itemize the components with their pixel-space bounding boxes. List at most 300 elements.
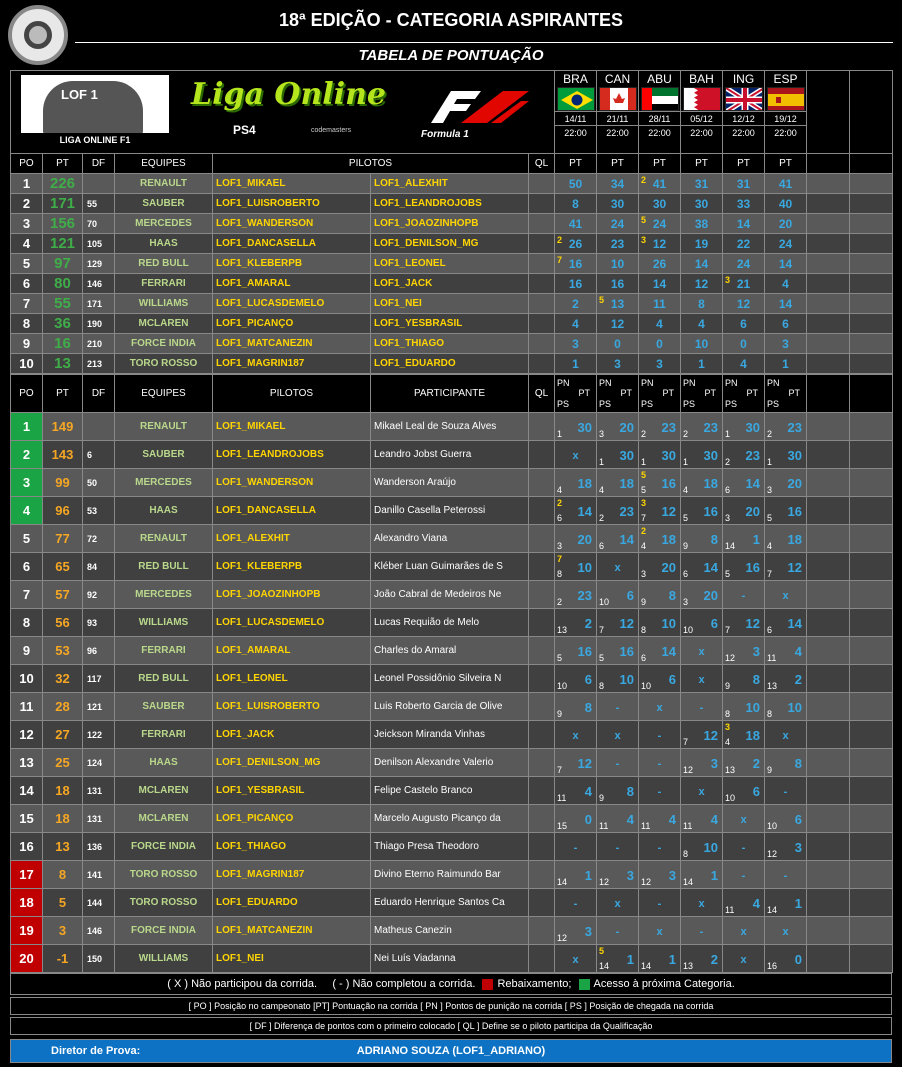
team-race-score	[639, 314, 681, 334]
race-code: BRA	[563, 72, 588, 86]
team-race-score	[765, 254, 807, 274]
participant-name: Danillo Casella Peterossi	[371, 497, 529, 525]
empty-col	[807, 375, 850, 413]
team-race-score	[765, 294, 807, 314]
race-points: 22	[736, 236, 751, 251]
finish-position: 9	[599, 793, 605, 803]
empty-col	[807, 294, 850, 314]
team-diff: 210	[83, 334, 115, 354]
driver-race-score	[555, 889, 597, 917]
driver-tag: LOF1_AMARAL	[213, 637, 371, 665]
driver-race-score	[723, 777, 765, 805]
teams-table	[10, 70, 893, 374]
driver-diff: 117	[83, 665, 115, 693]
driver-diff: 96	[83, 637, 115, 665]
finish-position: 4	[599, 485, 605, 495]
driver-race-score	[765, 497, 807, 525]
race-points: 26	[652, 256, 667, 271]
team-ql	[529, 194, 555, 214]
driver-position: 1	[11, 413, 43, 441]
team-race-score	[639, 194, 681, 214]
col-race-sub	[597, 375, 639, 413]
driver-row	[11, 497, 893, 525]
pn-label: PN	[683, 378, 696, 388]
driver-race-score	[765, 413, 807, 441]
empty-col	[850, 497, 893, 525]
team-points: 16	[43, 334, 83, 354]
team-diff: 171	[83, 294, 115, 314]
ca-flag-icon	[599, 87, 637, 111]
driver-race-score	[597, 833, 639, 861]
driver-tag: LOF1_LEONEL	[213, 665, 371, 693]
race-points: 10	[661, 616, 676, 631]
driver-points: 57	[43, 581, 83, 609]
race-points: 16	[610, 276, 625, 291]
driver-points: -1	[43, 945, 83, 973]
team-race-score	[723, 214, 765, 234]
empty-col	[807, 889, 850, 917]
finish-position: 14	[725, 541, 736, 551]
finish-position: 5	[767, 513, 773, 523]
finish-position: 6	[599, 541, 605, 551]
team-race-score	[555, 194, 597, 214]
race-points: 4	[710, 812, 718, 827]
driver-race-score	[723, 609, 765, 637]
driver-race-score	[681, 917, 723, 945]
team-ql	[529, 174, 555, 194]
race-points: x	[614, 897, 621, 910]
driver-race-score	[765, 665, 807, 693]
empty-col	[807, 945, 850, 973]
driver-tag: LOF1_KLEBERPB	[213, 553, 371, 581]
race-points: 2	[752, 756, 760, 771]
driver-ql	[529, 469, 555, 497]
driver-race-score	[639, 497, 681, 525]
team-driver-1: LOF1_MIKAEL	[213, 174, 371, 194]
race-points: 12	[610, 316, 625, 331]
race-points: 1	[626, 952, 634, 967]
team-name: MERCEDES	[115, 214, 213, 234]
empty-col	[850, 525, 893, 553]
race-points: x	[614, 729, 621, 742]
driver-ql	[529, 525, 555, 553]
race-points: 0	[740, 336, 747, 351]
empty-col	[850, 777, 893, 805]
driver-team: FORCE INDIA	[115, 917, 213, 945]
race-points: 12	[694, 276, 709, 291]
driver-points: 28	[43, 693, 83, 721]
team-driver-2: LOF1_THIAGO	[371, 334, 529, 354]
finish-position: 14	[641, 961, 652, 971]
pt-label: PT	[662, 388, 674, 398]
empty-col	[807, 154, 850, 174]
finish-position: 14	[683, 877, 694, 887]
empty-col	[807, 637, 850, 665]
race-points: 6	[740, 316, 747, 331]
race-points: 14	[661, 644, 676, 659]
driver-ql	[529, 917, 555, 945]
gb-flag-icon	[725, 87, 763, 111]
empty-col	[850, 721, 893, 749]
finish-position: 10	[599, 597, 610, 607]
driver-tag: LOF1_LUCASDEMELO	[213, 609, 371, 637]
race-date: 14/11	[555, 111, 596, 125]
race-points: 1	[794, 896, 802, 911]
driver-team: TORO ROSSO	[115, 861, 213, 889]
race-points: 10	[577, 560, 592, 575]
driver-race-score	[597, 861, 639, 889]
race-points: 20	[619, 420, 634, 435]
race-points: 41	[568, 216, 583, 231]
participant-name: Alexandro Viana	[371, 525, 529, 553]
race-points: 6	[584, 672, 592, 687]
finish-position: 3	[557, 541, 563, 551]
driver-race-score	[765, 693, 807, 721]
team-race-score	[723, 254, 765, 274]
race-points: 12	[736, 296, 751, 311]
team-race-score	[639, 234, 681, 254]
race-points: x	[740, 813, 747, 826]
participant-name: Nei Luís Viadanna	[371, 945, 529, 973]
race-points: 24	[778, 236, 793, 251]
finish-position: 13	[683, 961, 694, 971]
driver-race-score	[765, 777, 807, 805]
finish-position: 4	[557, 485, 563, 495]
team-race-score	[597, 194, 639, 214]
green-square-icon	[579, 979, 590, 990]
race-code: ABU	[647, 72, 672, 86]
team-name: HAAS	[115, 234, 213, 254]
driver-team: HAAS	[115, 497, 213, 525]
driver-row	[11, 665, 893, 693]
finish-position: 12	[641, 877, 652, 887]
race-points: 3	[656, 356, 663, 371]
race-points: 8	[584, 700, 592, 715]
finish-position: 13	[725, 765, 736, 775]
race-points: -	[615, 841, 620, 854]
race-points: 20	[787, 476, 802, 491]
race-points: -	[615, 701, 620, 714]
race-points: x	[572, 953, 579, 966]
driver-race-score	[639, 889, 681, 917]
driver-position: 11	[11, 693, 43, 721]
legend-x: ( X ) Não participou da corrida.	[167, 978, 318, 990]
driver-race-score	[723, 581, 765, 609]
finish-position: 11	[557, 793, 567, 803]
empty-col	[850, 945, 893, 973]
finish-position: 8	[683, 849, 689, 859]
penalty-points: 5	[641, 215, 647, 225]
driver-race-score	[639, 945, 681, 973]
race-points: 30	[787, 448, 802, 463]
race-points: 6	[752, 784, 760, 799]
finish-position: 4	[683, 485, 689, 495]
driver-team: RED BULL	[115, 665, 213, 693]
col-ql: QL	[529, 375, 555, 413]
driver-row	[11, 413, 893, 441]
race-code: BAH	[689, 72, 714, 86]
driver-race-score	[765, 581, 807, 609]
driver-race-score	[765, 721, 807, 749]
race-points: 12	[703, 728, 718, 743]
race-points: 24	[736, 256, 751, 271]
col-pt: PT	[43, 154, 83, 174]
team-row	[11, 274, 893, 294]
finish-position: 12	[599, 877, 610, 887]
lof1-logo	[21, 75, 169, 147]
race-points: x	[698, 785, 705, 798]
finish-position: 8	[725, 709, 731, 719]
driver-tag: LOF1_LUISROBERTO	[213, 693, 371, 721]
driver-position: 8	[11, 609, 43, 637]
driver-points: 99	[43, 469, 83, 497]
team-points: 80	[43, 274, 83, 294]
race-points: 20	[661, 560, 676, 575]
race-esp	[765, 71, 807, 154]
empty-col	[807, 234, 850, 254]
race-code: CAN	[604, 72, 631, 86]
team-name: RENAULT	[115, 174, 213, 194]
race-points: 24	[610, 216, 625, 231]
col-race-pt: PT	[597, 154, 639, 174]
participant-name: Jeickson Miranda Vinhas	[371, 721, 529, 749]
race-points: 12	[661, 504, 676, 519]
driver-points: 18	[43, 805, 83, 833]
team-race-score	[555, 294, 597, 314]
finish-position: 1	[725, 429, 731, 439]
finish-position: 5	[557, 653, 563, 663]
team-position: 6	[11, 274, 43, 294]
driver-race-score	[765, 525, 807, 553]
race-points: 16	[568, 256, 583, 271]
race-points: x	[572, 729, 579, 742]
finish-position: 7	[767, 569, 773, 579]
race-points: 50	[568, 176, 583, 191]
finish-position: 12	[725, 653, 736, 663]
driver-team: RENAULT	[115, 413, 213, 441]
driver-race-score	[681, 777, 723, 805]
race-points: 23	[703, 420, 718, 435]
team-name: FERRARI	[115, 274, 213, 294]
driver-diff: 122	[83, 721, 115, 749]
ps-label: PS	[683, 399, 696, 409]
team-position: 7	[11, 294, 43, 314]
team-driver-2: LOF1_JACK	[371, 274, 529, 294]
empty-col	[850, 154, 893, 174]
race-points: 4	[740, 356, 747, 371]
legend	[10, 973, 892, 1063]
participant-name: Felipe Castelo Branco	[371, 777, 529, 805]
team-race-score	[723, 174, 765, 194]
driver-race-score	[555, 777, 597, 805]
driver-race-score	[597, 777, 639, 805]
pn-label: PN	[767, 378, 780, 388]
empty-col	[850, 214, 893, 234]
race-points: 16	[703, 504, 718, 519]
empty-col	[807, 777, 850, 805]
driver-race-score	[681, 749, 723, 777]
team-row	[11, 354, 893, 374]
penalty-points: 5	[599, 946, 605, 956]
race-points: 14	[694, 256, 709, 271]
empty-col	[807, 693, 850, 721]
penalty-points: 5	[641, 470, 647, 480]
team-diff: 105	[83, 234, 115, 254]
team-race-score	[597, 274, 639, 294]
race-points: x	[782, 925, 789, 938]
finish-position: 4	[641, 541, 647, 551]
penalty-points: 2	[641, 175, 647, 185]
driver-race-score	[681, 469, 723, 497]
driver-position: 12	[11, 721, 43, 749]
finish-position: 10	[641, 681, 652, 691]
team-driver-2: LOF1_ALEXHIT	[371, 174, 529, 194]
director-name: ADRIANO SOUZA (LOF1_ADRIANO)	[356, 1045, 546, 1057]
banner-logos	[11, 71, 555, 154]
finish-position: 8	[557, 569, 563, 579]
finish-position: 1	[767, 457, 773, 467]
empty-col	[850, 553, 893, 581]
driver-team: RED BULL	[115, 553, 213, 581]
driver-ql	[529, 749, 555, 777]
team-race-score	[765, 274, 807, 294]
race-points: 6	[710, 616, 718, 631]
team-row	[11, 174, 893, 194]
driver-race-score	[723, 749, 765, 777]
director-bar	[10, 1039, 892, 1063]
empty-col	[850, 889, 893, 917]
empty-col	[850, 413, 893, 441]
race-time: 22:00	[597, 125, 638, 139]
team-driver-2: LOF1_YESBRASIL	[371, 314, 529, 334]
team-race-score	[723, 354, 765, 374]
race-points: 12	[619, 616, 634, 631]
driver-race-score	[555, 525, 597, 553]
empty-col	[807, 833, 850, 861]
race-points: -	[657, 841, 662, 854]
race-points: x	[782, 589, 789, 602]
team-race-score	[681, 274, 723, 294]
driver-ql	[529, 889, 555, 917]
race-points: 23	[661, 420, 676, 435]
driver-race-score	[765, 609, 807, 637]
empty-col	[807, 71, 850, 154]
driver-row	[11, 861, 893, 889]
race-date: 05/12	[681, 111, 722, 125]
team-row	[11, 234, 893, 254]
finish-position: 11	[725, 905, 735, 915]
driver-race-score	[681, 413, 723, 441]
driver-race-score	[639, 805, 681, 833]
penalty-points: 7	[557, 554, 563, 564]
driver-race-score	[681, 665, 723, 693]
driver-race-score	[555, 497, 597, 525]
driver-race-score	[765, 833, 807, 861]
team-race-score	[765, 174, 807, 194]
col-race-sub	[639, 375, 681, 413]
es-flag-icon	[767, 87, 805, 111]
driver-ql	[529, 833, 555, 861]
team-driver-2: LOF1_LEONEL	[371, 254, 529, 274]
race-points: 14	[703, 560, 718, 575]
page-title: 18ª EDIÇÃO - CATEGORIA ASPIRANTES	[278, 10, 624, 30]
driver-race-score	[555, 917, 597, 945]
ps-label: PS	[641, 399, 654, 409]
empty-col	[850, 314, 893, 334]
team-ql	[529, 214, 555, 234]
driver-team: FERRARI	[115, 721, 213, 749]
team-race-score	[681, 254, 723, 274]
driver-position: 15	[11, 805, 43, 833]
participant-name: Lucas Requião de Melo	[371, 609, 529, 637]
team-race-score	[597, 354, 639, 374]
driver-ql	[529, 497, 555, 525]
driver-race-score	[639, 581, 681, 609]
race-points: 30	[745, 420, 760, 435]
empty-col	[807, 354, 850, 374]
race-points: 20	[577, 532, 592, 547]
team-row	[11, 194, 893, 214]
race-points: 8	[752, 672, 760, 687]
finish-position: 6	[725, 485, 731, 495]
pn-label: PN	[557, 378, 570, 388]
empty-col	[850, 469, 893, 497]
driver-diff: 124	[83, 749, 115, 777]
finish-position: 12	[683, 765, 694, 775]
race-points: 8	[698, 296, 705, 311]
team-race-score	[681, 174, 723, 194]
finish-position: 9	[725, 681, 731, 691]
race-points: 14	[577, 504, 592, 519]
team-race-score	[597, 254, 639, 274]
finish-position: 3	[599, 429, 605, 439]
participant-name: Wanderson Araújo	[371, 469, 529, 497]
team-race-score	[681, 294, 723, 314]
driver-race-score	[681, 609, 723, 637]
empty-col	[807, 274, 850, 294]
driver-race-score	[681, 721, 723, 749]
race-points: 6	[794, 812, 802, 827]
race-points: 16	[661, 476, 676, 491]
participant-name: João Cabral de Medeiros Ne	[371, 581, 529, 609]
team-points: 36	[43, 314, 83, 334]
team-row	[11, 294, 893, 314]
race-abu	[639, 71, 681, 154]
driver-race-score	[681, 441, 723, 469]
driver-race-score	[723, 525, 765, 553]
race-points: 19	[694, 236, 709, 251]
race-points: 12	[577, 756, 592, 771]
race-time: 22:00	[555, 125, 596, 139]
team-ql	[529, 314, 555, 334]
driver-diff: 92	[83, 581, 115, 609]
empty-col	[807, 214, 850, 234]
driver-race-score	[555, 749, 597, 777]
pn-label: PN	[641, 378, 654, 388]
team-driver-2: LOF1_JOAOZINHOPB	[371, 214, 529, 234]
ae-flag-icon	[641, 87, 679, 111]
driver-race-score	[765, 441, 807, 469]
team-row	[11, 254, 893, 274]
driver-tag: LOF1_DANCASELLA	[213, 497, 371, 525]
driver-position: 17	[11, 861, 43, 889]
race-bah	[681, 71, 723, 154]
abbreviations-line-1: [ PO ] Posição no campeonato [PT] Pontuação na corrida [ PN ] Pontos de punição na corrida [ PS ] Posição de chegada na corrida	[10, 997, 892, 1015]
driver-race-score	[639, 413, 681, 441]
driver-tag: LOF1_JACK	[213, 721, 371, 749]
ps-label: PS	[599, 399, 612, 409]
finish-position: 6	[683, 569, 689, 579]
